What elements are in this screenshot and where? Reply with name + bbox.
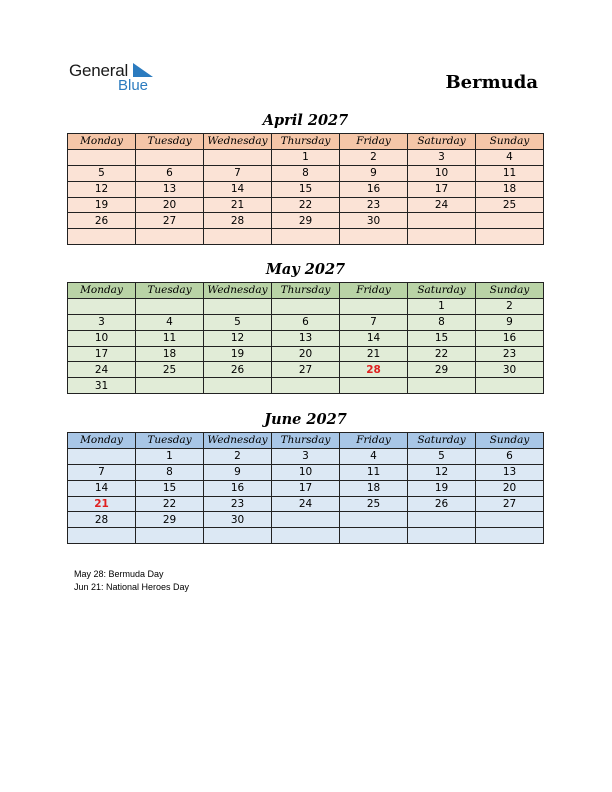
day-cell: 23 bbox=[204, 496, 272, 512]
week-row bbox=[68, 346, 544, 362]
day-cell: 17 bbox=[68, 346, 136, 362]
day-cell: 28 bbox=[340, 362, 408, 378]
day-cell: 5 bbox=[68, 165, 136, 181]
weekday-header-row bbox=[68, 433, 544, 449]
day-cell: 4 bbox=[476, 149, 544, 165]
weekday-header: Friday bbox=[340, 433, 408, 449]
logo-word-general: General bbox=[69, 61, 129, 80]
day-cell: 23 bbox=[340, 197, 408, 213]
day-cell bbox=[476, 229, 544, 245]
day-cell: 29 bbox=[272, 213, 340, 229]
day-cell: 13 bbox=[136, 181, 204, 197]
calendar-body bbox=[68, 448, 544, 543]
day-cell: 25 bbox=[136, 362, 204, 378]
day-cell: 2 bbox=[204, 448, 272, 464]
holiday-note: May 28: Bermuda Day bbox=[74, 569, 164, 579]
day-cell: 7 bbox=[204, 165, 272, 181]
calendar-body bbox=[68, 149, 544, 244]
day-cell bbox=[136, 378, 204, 394]
weekday-header: Sunday bbox=[476, 283, 544, 299]
day-cell: 11 bbox=[476, 165, 544, 181]
weekday-header: Tuesday bbox=[136, 433, 204, 449]
week-row bbox=[68, 298, 544, 314]
day-cell: 29 bbox=[408, 362, 476, 378]
weekday-header: Sunday bbox=[476, 433, 544, 449]
day-cell: 16 bbox=[476, 330, 544, 346]
day-cell: 16 bbox=[340, 181, 408, 197]
weekday-header: Wednesday bbox=[204, 433, 272, 449]
weekday-header: Wednesday bbox=[204, 134, 272, 150]
day-cell: 1 bbox=[408, 298, 476, 314]
day-cell: 11 bbox=[340, 464, 408, 480]
day-cell: 3 bbox=[272, 448, 340, 464]
weekday-header: Saturday bbox=[408, 134, 476, 150]
weekday-header: Friday bbox=[340, 283, 408, 299]
day-cell: 8 bbox=[272, 165, 340, 181]
day-cell: 16 bbox=[204, 480, 272, 496]
day-cell: 6 bbox=[476, 448, 544, 464]
weekday-header: Sunday bbox=[476, 134, 544, 150]
week-row bbox=[68, 181, 544, 197]
weekday-header: Monday bbox=[68, 433, 136, 449]
day-cell bbox=[136, 298, 204, 314]
day-cell: 12 bbox=[204, 330, 272, 346]
week-row bbox=[68, 362, 544, 378]
day-cell: 15 bbox=[136, 480, 204, 496]
day-cell: 17 bbox=[408, 181, 476, 197]
day-cell: 18 bbox=[476, 181, 544, 197]
day-cell: 5 bbox=[408, 448, 476, 464]
day-cell: 14 bbox=[204, 181, 272, 197]
day-cell bbox=[68, 229, 136, 245]
day-cell: 19 bbox=[408, 480, 476, 496]
day-cell: 31 bbox=[68, 378, 136, 394]
day-cell: 13 bbox=[272, 330, 340, 346]
weekday-header-row bbox=[68, 134, 544, 150]
week-row bbox=[68, 480, 544, 496]
day-cell bbox=[136, 528, 204, 544]
day-cell: 22 bbox=[136, 496, 204, 512]
day-cell: 9 bbox=[476, 314, 544, 330]
day-cell bbox=[408, 213, 476, 229]
day-cell: 8 bbox=[136, 464, 204, 480]
weekday-header: Friday bbox=[340, 134, 408, 150]
day-cell: 22 bbox=[408, 346, 476, 362]
week-row bbox=[68, 213, 544, 229]
day-cell: 6 bbox=[272, 314, 340, 330]
weekday-header: Wednesday bbox=[204, 283, 272, 299]
day-cell: 30 bbox=[340, 213, 408, 229]
day-cell bbox=[68, 149, 136, 165]
logo-flag-icon bbox=[133, 63, 155, 77]
weekday-header: Saturday bbox=[408, 433, 476, 449]
day-cell bbox=[340, 512, 408, 528]
day-cell: 4 bbox=[340, 448, 408, 464]
day-cell: 12 bbox=[68, 181, 136, 197]
day-cell bbox=[204, 229, 272, 245]
day-cell: 24 bbox=[408, 197, 476, 213]
day-cell bbox=[340, 378, 408, 394]
week-row bbox=[68, 149, 544, 165]
day-cell bbox=[272, 528, 340, 544]
day-cell: 28 bbox=[68, 512, 136, 528]
day-cell bbox=[476, 512, 544, 528]
day-cell: 20 bbox=[476, 480, 544, 496]
week-row bbox=[68, 378, 544, 394]
day-cell: 14 bbox=[68, 480, 136, 496]
week-row bbox=[68, 448, 544, 464]
weekday-header: Tuesday bbox=[136, 283, 204, 299]
month-title-june: June 2027 bbox=[264, 411, 347, 428]
month-title-may: May 2027 bbox=[265, 261, 346, 278]
day-cell bbox=[340, 528, 408, 544]
day-cell: 21 bbox=[68, 496, 136, 512]
day-cell: 12 bbox=[408, 464, 476, 480]
week-row bbox=[68, 464, 544, 480]
day-cell: 25 bbox=[476, 197, 544, 213]
day-cell: 23 bbox=[476, 346, 544, 362]
weekday-header-row bbox=[68, 283, 544, 299]
day-cell: 9 bbox=[204, 464, 272, 480]
weekday-header: Tuesday bbox=[136, 134, 204, 150]
day-cell bbox=[68, 298, 136, 314]
week-row bbox=[68, 330, 544, 346]
day-cell: 19 bbox=[204, 346, 272, 362]
day-cell bbox=[68, 528, 136, 544]
day-cell bbox=[204, 378, 272, 394]
day-cell: 10 bbox=[272, 464, 340, 480]
day-cell: 27 bbox=[136, 213, 204, 229]
day-cell: 9 bbox=[340, 165, 408, 181]
day-cell: 1 bbox=[136, 448, 204, 464]
day-cell bbox=[272, 378, 340, 394]
week-row bbox=[68, 314, 544, 330]
month-title-april: April 2027 bbox=[262, 112, 349, 129]
week-row bbox=[68, 197, 544, 213]
day-cell: 21 bbox=[340, 346, 408, 362]
week-row bbox=[68, 512, 544, 528]
day-cell: 27 bbox=[476, 496, 544, 512]
country-title: Bermuda bbox=[445, 72, 538, 93]
day-cell bbox=[408, 512, 476, 528]
holiday-notes bbox=[74, 568, 189, 594]
week-row bbox=[68, 528, 544, 544]
day-cell bbox=[340, 298, 408, 314]
day-cell: 19 bbox=[68, 197, 136, 213]
day-cell: 2 bbox=[340, 149, 408, 165]
day-cell bbox=[272, 512, 340, 528]
weekday-header: Thursday bbox=[272, 433, 340, 449]
day-cell: 13 bbox=[476, 464, 544, 480]
day-cell bbox=[136, 229, 204, 245]
day-cell bbox=[272, 229, 340, 245]
day-cell: 1 bbox=[272, 149, 340, 165]
day-cell bbox=[204, 528, 272, 544]
day-cell: 30 bbox=[476, 362, 544, 378]
weekday-header: Thursday bbox=[272, 134, 340, 150]
day-cell bbox=[272, 298, 340, 314]
day-cell bbox=[476, 213, 544, 229]
day-cell: 29 bbox=[136, 512, 204, 528]
generalblue-logo bbox=[69, 61, 169, 97]
holiday-note: Jun 21: National Heroes Day bbox=[74, 582, 190, 592]
day-cell: 7 bbox=[68, 464, 136, 480]
day-cell: 18 bbox=[136, 346, 204, 362]
day-cell bbox=[476, 528, 544, 544]
day-cell: 15 bbox=[272, 181, 340, 197]
week-row bbox=[68, 229, 544, 245]
day-cell: 3 bbox=[68, 314, 136, 330]
day-cell: 30 bbox=[204, 512, 272, 528]
day-cell: 10 bbox=[68, 330, 136, 346]
day-cell bbox=[408, 528, 476, 544]
calendar-june bbox=[67, 432, 544, 544]
day-cell: 2 bbox=[476, 298, 544, 314]
day-cell: 15 bbox=[408, 330, 476, 346]
day-cell: 11 bbox=[136, 330, 204, 346]
weekday-header: Monday bbox=[68, 283, 136, 299]
weekday-header: Thursday bbox=[272, 283, 340, 299]
day-cell: 24 bbox=[272, 496, 340, 512]
day-cell: 24 bbox=[68, 362, 136, 378]
day-cell: 25 bbox=[340, 496, 408, 512]
day-cell: 6 bbox=[136, 165, 204, 181]
weekday-header: Monday bbox=[68, 134, 136, 150]
day-cell: 26 bbox=[204, 362, 272, 378]
day-cell bbox=[408, 378, 476, 394]
day-cell bbox=[408, 229, 476, 245]
day-cell: 26 bbox=[408, 496, 476, 512]
day-cell: 28 bbox=[204, 213, 272, 229]
week-row bbox=[68, 496, 544, 512]
day-cell bbox=[204, 298, 272, 314]
day-cell: 27 bbox=[272, 362, 340, 378]
day-cell: 26 bbox=[68, 213, 136, 229]
day-cell: 8 bbox=[408, 314, 476, 330]
day-cell bbox=[68, 448, 136, 464]
day-cell: 14 bbox=[340, 330, 408, 346]
week-row bbox=[68, 165, 544, 181]
day-cell: 21 bbox=[204, 197, 272, 213]
day-cell bbox=[340, 229, 408, 245]
day-cell: 17 bbox=[272, 480, 340, 496]
day-cell bbox=[204, 149, 272, 165]
calendar-may bbox=[67, 282, 544, 394]
day-cell: 10 bbox=[408, 165, 476, 181]
weekday-header: Saturday bbox=[408, 283, 476, 299]
day-cell: 18 bbox=[340, 480, 408, 496]
day-cell bbox=[136, 149, 204, 165]
day-cell: 22 bbox=[272, 197, 340, 213]
day-cell: 20 bbox=[136, 197, 204, 213]
day-cell: 4 bbox=[136, 314, 204, 330]
day-cell: 3 bbox=[408, 149, 476, 165]
day-cell bbox=[476, 378, 544, 394]
day-cell: 20 bbox=[272, 346, 340, 362]
day-cell: 5 bbox=[204, 314, 272, 330]
calendar-body bbox=[68, 298, 544, 393]
day-cell: 7 bbox=[340, 314, 408, 330]
calendar-april bbox=[67, 133, 544, 245]
logo-word-blue: Blue bbox=[118, 77, 149, 94]
